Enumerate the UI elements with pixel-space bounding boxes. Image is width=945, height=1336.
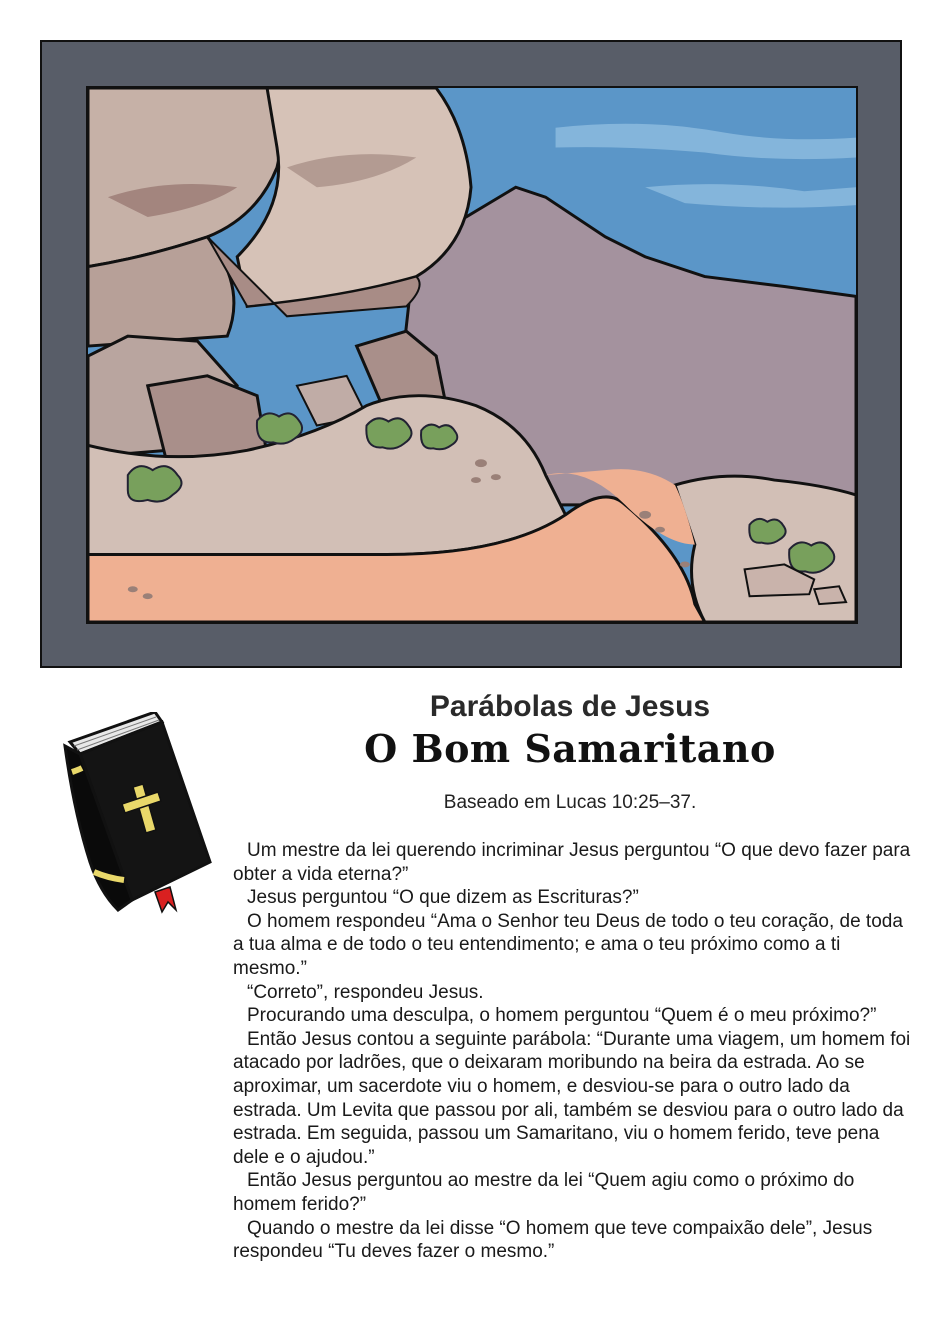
story-paragraph: Então Jesus contou a seguinte parábola: “Durante uma viagem, um homem foi atacado por ladrões, que o deixaram moribundo na beira da estrada. Ao se aproximar, um sacerdote viu o homem, e desviou-se para o outro lado da estrada. Um Levita que passou por ali, também se desviou para o outro lado da estrada. Em seguida, passou um Samaritano, viu o homem ferido, teve pena dele e o ajudou.” — [233, 1028, 911, 1168]
bible-book-icon — [60, 712, 220, 914]
story-paragraph: Procurando uma desculpa, o homem perguntou “Quem é o meu próximo?” — [247, 1005, 877, 1027]
story-paragraph: Quando o mestre da lei disse “O homem que teve compaixão dele”, Jesus respondeu “Tu deves fazer o mesmo.” — [233, 1217, 873, 1263]
series-subtitle: Parábolas de Jesus — [429, 690, 711, 723]
story-text — [233, 839, 913, 1264]
story-paragraph: O homem respondeu “Ama o Senhor teu Deus de todo o teu coração, de toda a tua alma e de todo o teu entendimento; e ama o teu próximo como a ti mesmo.” — [233, 910, 903, 979]
page-title: O Bom Samaritano — [364, 726, 776, 771]
desert-road-illustration — [86, 86, 858, 624]
scripture-reference: Baseado em Lucas 10:25–37. — [443, 792, 697, 813]
story-paragraph: “Correto”, respondeu Jesus. — [247, 981, 484, 1003]
story-paragraph: Jesus perguntou “O que dizem as Escrituras?” — [247, 887, 639, 909]
story-paragraph: Então Jesus perguntou ao mestre da lei “Quem agiu como o próximo do homem ferido?” — [233, 1170, 855, 1215]
bible-icon — [60, 712, 220, 914]
rocky-desert-road-icon — [88, 88, 856, 622]
story-paragraph: Um mestre da lei querendo incriminar Jesus perguntou “O que devo fazer para obter a vida eterna?” — [233, 840, 911, 885]
